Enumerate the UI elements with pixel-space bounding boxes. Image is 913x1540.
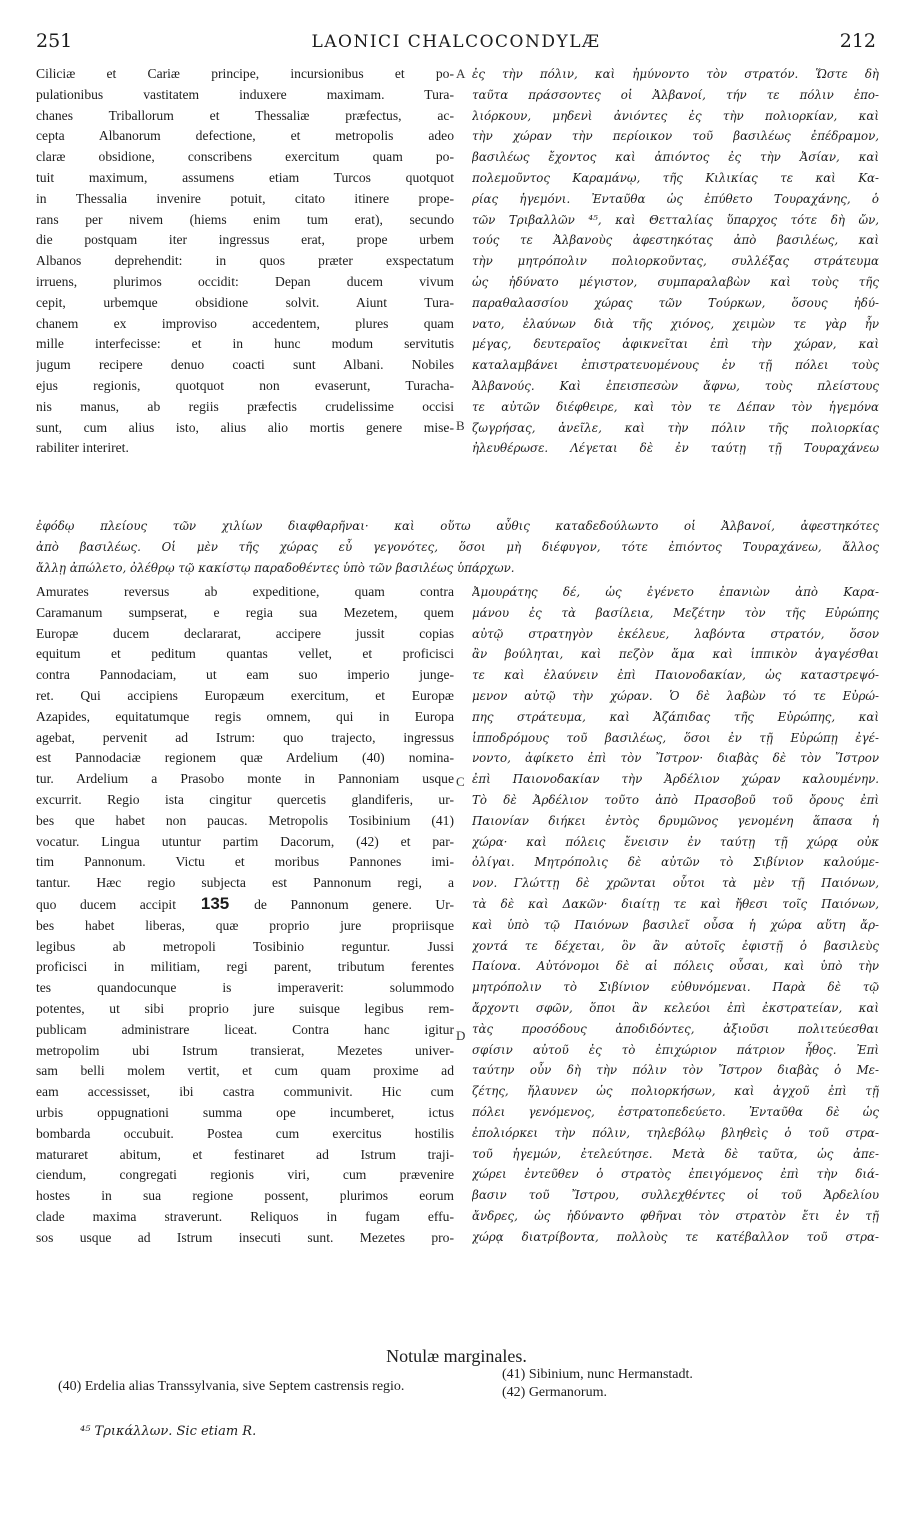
text-line: τε αὐτῶν διέφθειρε, καὶ τὸν τε Δέπαν τὸν ἡγεμόνα — [472, 399, 879, 414]
text-fragment: de Pannonum genere. Ur- — [254, 896, 454, 912]
text-line: Παίονα. Αὐτόνομοι δὲ αἱ πόλεις οὖσαι, καὶ ὑπὸ τὴν — [472, 959, 879, 974]
page-header — [36, 28, 876, 54]
text-line: ejus regionis, quotquot non evaserunt, Turacha- — [36, 377, 454, 393]
text-line: τοῦ ἡγεμών, ἐτελεύτησε. Μετὰ δὲ ταῦτα, ὡς ἀπε- — [472, 1146, 879, 1161]
text-line: tantur. Hæc regio subjecta est Pannonum regi, a — [36, 875, 454, 891]
text-line: τούς τε Ἀλβανοὺς ἀφεστηκότας ἀπὸ βασιλέως, καὶ — [472, 233, 879, 248]
text-line: ρίας ἡγεμόνι. Ἐνταῦθα ὡς ἐπύθετο Τουραχάνης, ὁ — [472, 191, 879, 206]
text-line: ἐπὶ Παιονοδακίαν τὴν Ἀρδέλιον χώραν καλουμένην. — [472, 772, 879, 787]
greek-column-bottom — [472, 582, 879, 1248]
text-line: proficisci in militiam, regi parent, tributum ferentes — [36, 959, 454, 975]
greek-column-top — [472, 64, 879, 459]
text-line: Ἀμουράτης δέ, ὡς ἐγένετο ἐπανιὼν ἀπὸ Καρα- — [472, 585, 879, 599]
greek-full-width-block — [36, 516, 879, 578]
text-line: bes habet liberas, quæ proprio jure propriisque — [36, 917, 454, 933]
text-line: irruens, plurimos occidit: Depan ducem vivum — [36, 273, 454, 289]
text-line: ἐς τὴν πόλιν, καὶ ἠμύνοντο τὸν στρατόν. Ὥστε δὴ — [472, 67, 879, 81]
side-number: 135 — [175, 893, 255, 913]
text-line: μέγας, δευτεραῖος ἀφικνεῖται ἐπὶ τὴν χώραν, καὶ — [472, 337, 879, 352]
text-line: ἂν βούληται, καὶ πεζὸν ἅμα καὶ ἱππικὸν ἀγαγέσθαι — [472, 647, 879, 662]
text-line: sam belli molem vertit, et cum quam proxime ad — [36, 1063, 454, 1079]
text-line: cepta Albanorum defectione, et metropolis adeo — [36, 128, 454, 144]
text-line: vocatur. Lingua utuntur partim Dacorum, (42) et par- — [36, 833, 454, 849]
text-line: αὐτῷ στρατηγὸν ἐκέλευε, λαβόντα στρατόν, ὅσον — [472, 626, 879, 641]
margin-marker-a: A — [456, 66, 466, 81]
margin-marker-d: D — [456, 1028, 466, 1043]
text-line: contra Pannodaciam, ut eam suo imperio junge- — [36, 667, 454, 683]
text-line: sos usque ad Istrum insecuti sunt. Mezetes pro- — [36, 1229, 454, 1245]
text-line: Amurates reversus ab expeditione, quam contra — [36, 584, 454, 599]
text-line: publicam administrare liceat. Contra hanc igitur — [36, 1021, 454, 1037]
text-line: ciendum, congregati regionis viri, cum prævenire — [36, 1167, 454, 1183]
text-line: χοντά τε δέχεται, ὃν ἂν αὐτοῖς ἐφιστῇ ὁ βασιλεὺς — [472, 938, 879, 953]
marginal-note-40: (40) Erdelia alias Transsylvania, sive Septem castrensis regio. — [58, 1379, 405, 1394]
text-line: ἄλλῃ ἀπώλετο, ὀλέθρῳ τῷ κακίστῳ παραδοθέντες ὑπὸ τῶν βασιλέως ὑπάρχων. — [36, 560, 515, 575]
text-line: Caramanum sumpserat, e regia sua Mezetem, quem — [36, 604, 454, 620]
text-line: καταλαμβάνει ἐπιστρατευομένους ἐν τῇ πόλει τοὺς — [472, 358, 879, 373]
text-line: πολεμοῦντος Καραμάνῳ, τῆς Κιλικίας τε καὶ Κα- — [472, 170, 879, 185]
text-line: urbis oppugnationi summa ope incumberet, ictus — [36, 1104, 454, 1120]
notes-heading: Notulæ marginales. — [386, 1346, 527, 1366]
text-line: μάνου ἐς τὰ βασίλεια, Μεζέτην τὸν τῆς Εὐρώπης — [472, 605, 879, 620]
text-line: in Thessalia invenire potuit, citato itinere prope- — [36, 190, 454, 206]
text-line: metropolim ubi Istrum transierat, Mezetes univer- — [36, 1042, 454, 1058]
text-line: λιόρκουν, μηδενὶ ἀνιόντες ἐς τὴν πολιορκίαν, καὶ — [472, 108, 879, 123]
text-line: ταῦτα πράσσοντες οἱ Ἀλβανοί, τήν τε πόλιν ἐπο- — [472, 87, 879, 102]
text-line: καὶ ὑπὸ τῷ Παιόνων βασιλεῖ οὖσα ἡ χώρα αὕτη ἄρ- — [472, 917, 879, 932]
page-number-left: 251 — [36, 30, 73, 52]
text-line: Ciliciæ et Cariæ principe, incursionibus et po- — [36, 66, 454, 81]
text-line: παραθαλασσίου χώρας τῶν Τούρκων, ὅσους ἠδύ- — [472, 295, 879, 310]
text-line: agebat, pervenit ad Istrum: quo trajecto, ingressus — [36, 729, 454, 745]
text-line: πης στράτευμα, καὶ Ἀζάπιδας τῆς Εὐρώπης, καὶ — [472, 709, 879, 724]
text-line: βασιν τοῦ Ἴστρου, συλλεχθέντες οἱ τοῦ Ἀρδελίου — [472, 1188, 879, 1203]
text-line: sunt, cum alius isto, alius alio mortis genere mise- — [36, 419, 454, 435]
text-line: πόλει γενόμενος, ἐστρατοπεδεύετο. Ἐνταῦθα δὲ ὡς — [472, 1104, 879, 1119]
text-line: ἐφόδῳ πλείους τῶν χιλίων διαφθαρῆναι· καὶ οὕτω αὖθις καταδεδούλωντο οἱ Ἀλβανοί, ἀφεστηκότες — [36, 519, 879, 533]
text-line: ταύτην οὖν δὴ τὴν πόλιν τὸν Ἴστρον διαβὰς ὁ Με- — [472, 1063, 879, 1078]
text-line: χώρα· καὶ πόλεις ἔνεισιν ἐν ταύτῃ τῇ χώρᾳ οὐκ — [472, 834, 879, 849]
text-line: σφίσιν αὐτοῦ ἐς τὸ ἐπιχώριον πάτριον ἦθος. Ἐπὶ — [472, 1042, 879, 1057]
text-line: Τὸ δὲ Ἀρδέλιον τοῦτο ἀπὸ Πρασοβοῦ τοῦ ὄρους ἐπὶ — [472, 792, 879, 807]
text-line: ὡς ἠδύνατο μέγιστον, συμπαραλαβὼν καὶ τοὺς τῆς — [472, 274, 879, 289]
text-line: ἀπὸ βασιλέως. Οἱ μὲν τῆς χώρας εὖ γεγονότες, ὅσοι μὴ διέφυγον, τότε ἐπιόντος Τουραχάνεω, ἄλλος — [36, 539, 879, 554]
text-line: equitum et peditum quantas vellet, et proficisci — [36, 646, 454, 662]
latin-column-top — [36, 64, 454, 459]
text-line: ἠλευθέρωσε. Λέγεται δὲ ἐν ταύτῃ τῇ Τουραχάνεω — [472, 441, 879, 456]
text-line: ἄρχοντι σφῶν, ὅποι ἂν κελεύοι ἐπὶ ἐκστρατείαν, καὶ — [472, 1000, 879, 1015]
text-line: Europæ ducem declararat, accipere jussit copias — [36, 625, 454, 641]
text-line: νατο, ἐλαύνων διὰ τῆς χιόνος, χειμὼν τε γὰρ ἦν — [472, 316, 879, 331]
text-line: τῶν Τριβαλλῶν ⁴⁵, καὶ Θετταλίας ὕπαρχος τότε δὴ ὤν, — [472, 212, 879, 227]
text-line: jugum recipere denuo coacti sunt Albani. Nobiles — [36, 357, 454, 373]
footnote-45: ⁴⁵ Τρικάλλων. Sic etiam R. — [80, 1424, 257, 1439]
text-line: Παιονίαν διήκει ἐντὸς δρυμῶνος γενομένη ἅπασα ἡ — [472, 813, 879, 828]
text-line: Ἀλβανούς. Καὶ ἐπεισπεσὼν ἄφνω, τοὺς πλείστους — [472, 378, 879, 393]
text-line: tim Pannonum. Victu et moribus Pannones imi- — [36, 854, 454, 870]
text-line: ζωγρήσας, ἀνεῖλε, καὶ τὴν πόλιν τῆς πολιορκίας — [472, 420, 879, 435]
text-line: maturaret abitum, et festinaret ad Istrum traji- — [36, 1146, 454, 1162]
text-line: chanes Triballorum et Thessaliæ præfectus, ac- — [36, 107, 454, 123]
text-line: hostes in sua regione possent, plurimos eorum — [36, 1188, 454, 1204]
running-title: LAONICI CHALCOCONDYLÆ — [311, 32, 601, 52]
text-line: ζέτης, ἤλαυνεν ὡς πολιορκήσων, καὶ ἀγχοῦ ἐπὶ τῇ — [472, 1084, 879, 1099]
text-line: τε καὶ ἐλαύνειν ἐπὶ Παιονοδακίαν, ὡς καταστρεψό- — [472, 668, 879, 683]
text-line: chanem ex improviso accedentem, plures quam — [36, 315, 454, 331]
text-line: τὰ δὲ καὶ Δακῶν· διαίτῃ τε καὶ ἤθεσι τοῖς Παιόνων, — [472, 896, 879, 911]
text-line: χώρει ἐντεῦθεν ὁ στρατὸς ἐπειγόμενος ἐπὶ τὴν διά- — [472, 1167, 879, 1182]
text-line: Albanos deprehendit: in quos præter exspectatum — [36, 253, 454, 269]
text-line: eam accessisset, ibi castra communivit. Hic cum — [36, 1084, 454, 1100]
text-line: Azapides, equitatumque regis omnem, qui in Europa — [36, 708, 454, 724]
text-line: mille interfecisse: et in hunc modum servitutis — [36, 336, 454, 352]
text-line: bes que habet non paucas. Metropolis Tosibinium (41) — [36, 812, 454, 828]
text-line: tur. Ardelium a Prasobo monte in Pannoniam usque — [36, 771, 454, 787]
text-line: τὴν μητρόπολιν πολιορκοῦντας, συλλέξας στράτευμα — [472, 254, 879, 269]
text-line: nis manus, ab regiis præfectis crudelissime occisi — [36, 398, 454, 414]
text-line: ἄνδρες, ὡς ἠδύναντο φθῆναι τὸν στρατὸν ἔτι ἐν τῇ — [472, 1208, 879, 1223]
margin-marker-b: B — [456, 418, 465, 433]
text-line: pulationibus vastitatem induxere maximam. Tura- — [36, 86, 454, 102]
margin-marker-c: C — [456, 774, 465, 789]
text-line: μενον αὐτῷ τὴν χώραν. Ὁ δὲ λαβὼν τό τε Εὐρώ- — [472, 688, 879, 703]
text-line: ret. Qui accipiens Europæum exercitum, et Europæ — [36, 687, 454, 703]
text-line: die postquam iter ingressus erat, prope urbem — [36, 232, 454, 248]
marginal-note-42: (42) Germanorum. — [502, 1385, 607, 1400]
text-line: χώρᾳ διατρίβοντα, πολλοὺς τε κατέβαλλον τοῦ στρα- — [472, 1229, 879, 1244]
text-line: potentes, ut sibi proprio jure suisque legibus rem- — [36, 1000, 454, 1016]
text-line: τὴν χώραν τὴν περίοικον τοῦ βασιλέως ἐπέδραμον, — [472, 129, 879, 144]
text-line: νον. Γλώττῃ δὲ χρῶνται οὗτοι τὰ μὲν τῇ Παιόνων, — [472, 876, 879, 891]
text-line: cepit, urbemque obsidione solvit. Aiunt Tura- — [36, 294, 454, 310]
text-line: νοντο, ἀφίκετο ἐπὶ τὸν Ἴστρον· διαβὰς δὲ τὸν Ἴστρον — [472, 751, 879, 766]
marginal-note-41: (41) Sibinium, nunc Hermanstadt. — [502, 1367, 693, 1382]
text-fragment: quo ducem accipit — [36, 896, 176, 912]
text-line: bombarda occubuit. Postea cum exercitus hostilis — [36, 1125, 454, 1141]
text-line: ἱπποδρόμους τοῦ βασιλέως, ὅσοι ἐν τῇ Εὐρώπῃ ἐγέ- — [472, 730, 879, 745]
text-line — [36, 894, 454, 916]
text-line: ἐπολιόρκει τὴν πόλιν, τηλεβόλῳ βληθεὶς ὁ τοῦ στρα- — [472, 1125, 879, 1140]
text-line: clade maxima straverunt. Reliquos in fugam effu- — [36, 1208, 454, 1224]
text-line: τὰς προσόδους ἀποδιδόντες, ἀξιοῦσι πολιτεύεσθαι — [472, 1021, 879, 1036]
text-line: legibus ab metropoli Tosibinio reguntur. Jussi — [36, 938, 454, 954]
text-line: excurrit. Regio ista cingitur quercetis glandiferis, ur- — [36, 791, 454, 807]
text-line: βασιλέως ἔχοντος καὶ ἀπιόντος ἐς τὴν Ἀσίαν, καὶ — [472, 150, 879, 165]
text-line: claræ obsidione, conscribens exercitum quam po- — [36, 149, 454, 165]
text-line: tuit maximum, assumens etiam Turcos quotquot — [36, 169, 454, 185]
text-line: rans per nivem (hiems enim tum erat), secundo — [36, 211, 454, 227]
page-number-right: 212 — [839, 30, 876, 52]
latin-column-bottom — [36, 582, 454, 1249]
text-line: μητρόπολιν τὸ Σιβίνιον εὐθυνόμεναι. Παρὰ δὲ τῷ — [472, 980, 879, 995]
text-line: rabiliter interiret. — [36, 440, 129, 456]
text-line: est Pannodaciæ regionem quæ Ardelium (40) nomina- — [36, 750, 454, 766]
text-line: ὀλίγαι. Μητρόπολις δὲ αὐτῶν τὸ Σιβίνιον καλούμε- — [472, 855, 879, 870]
text-line: tes quandocunque is imperaverit: solummodo — [36, 980, 454, 996]
